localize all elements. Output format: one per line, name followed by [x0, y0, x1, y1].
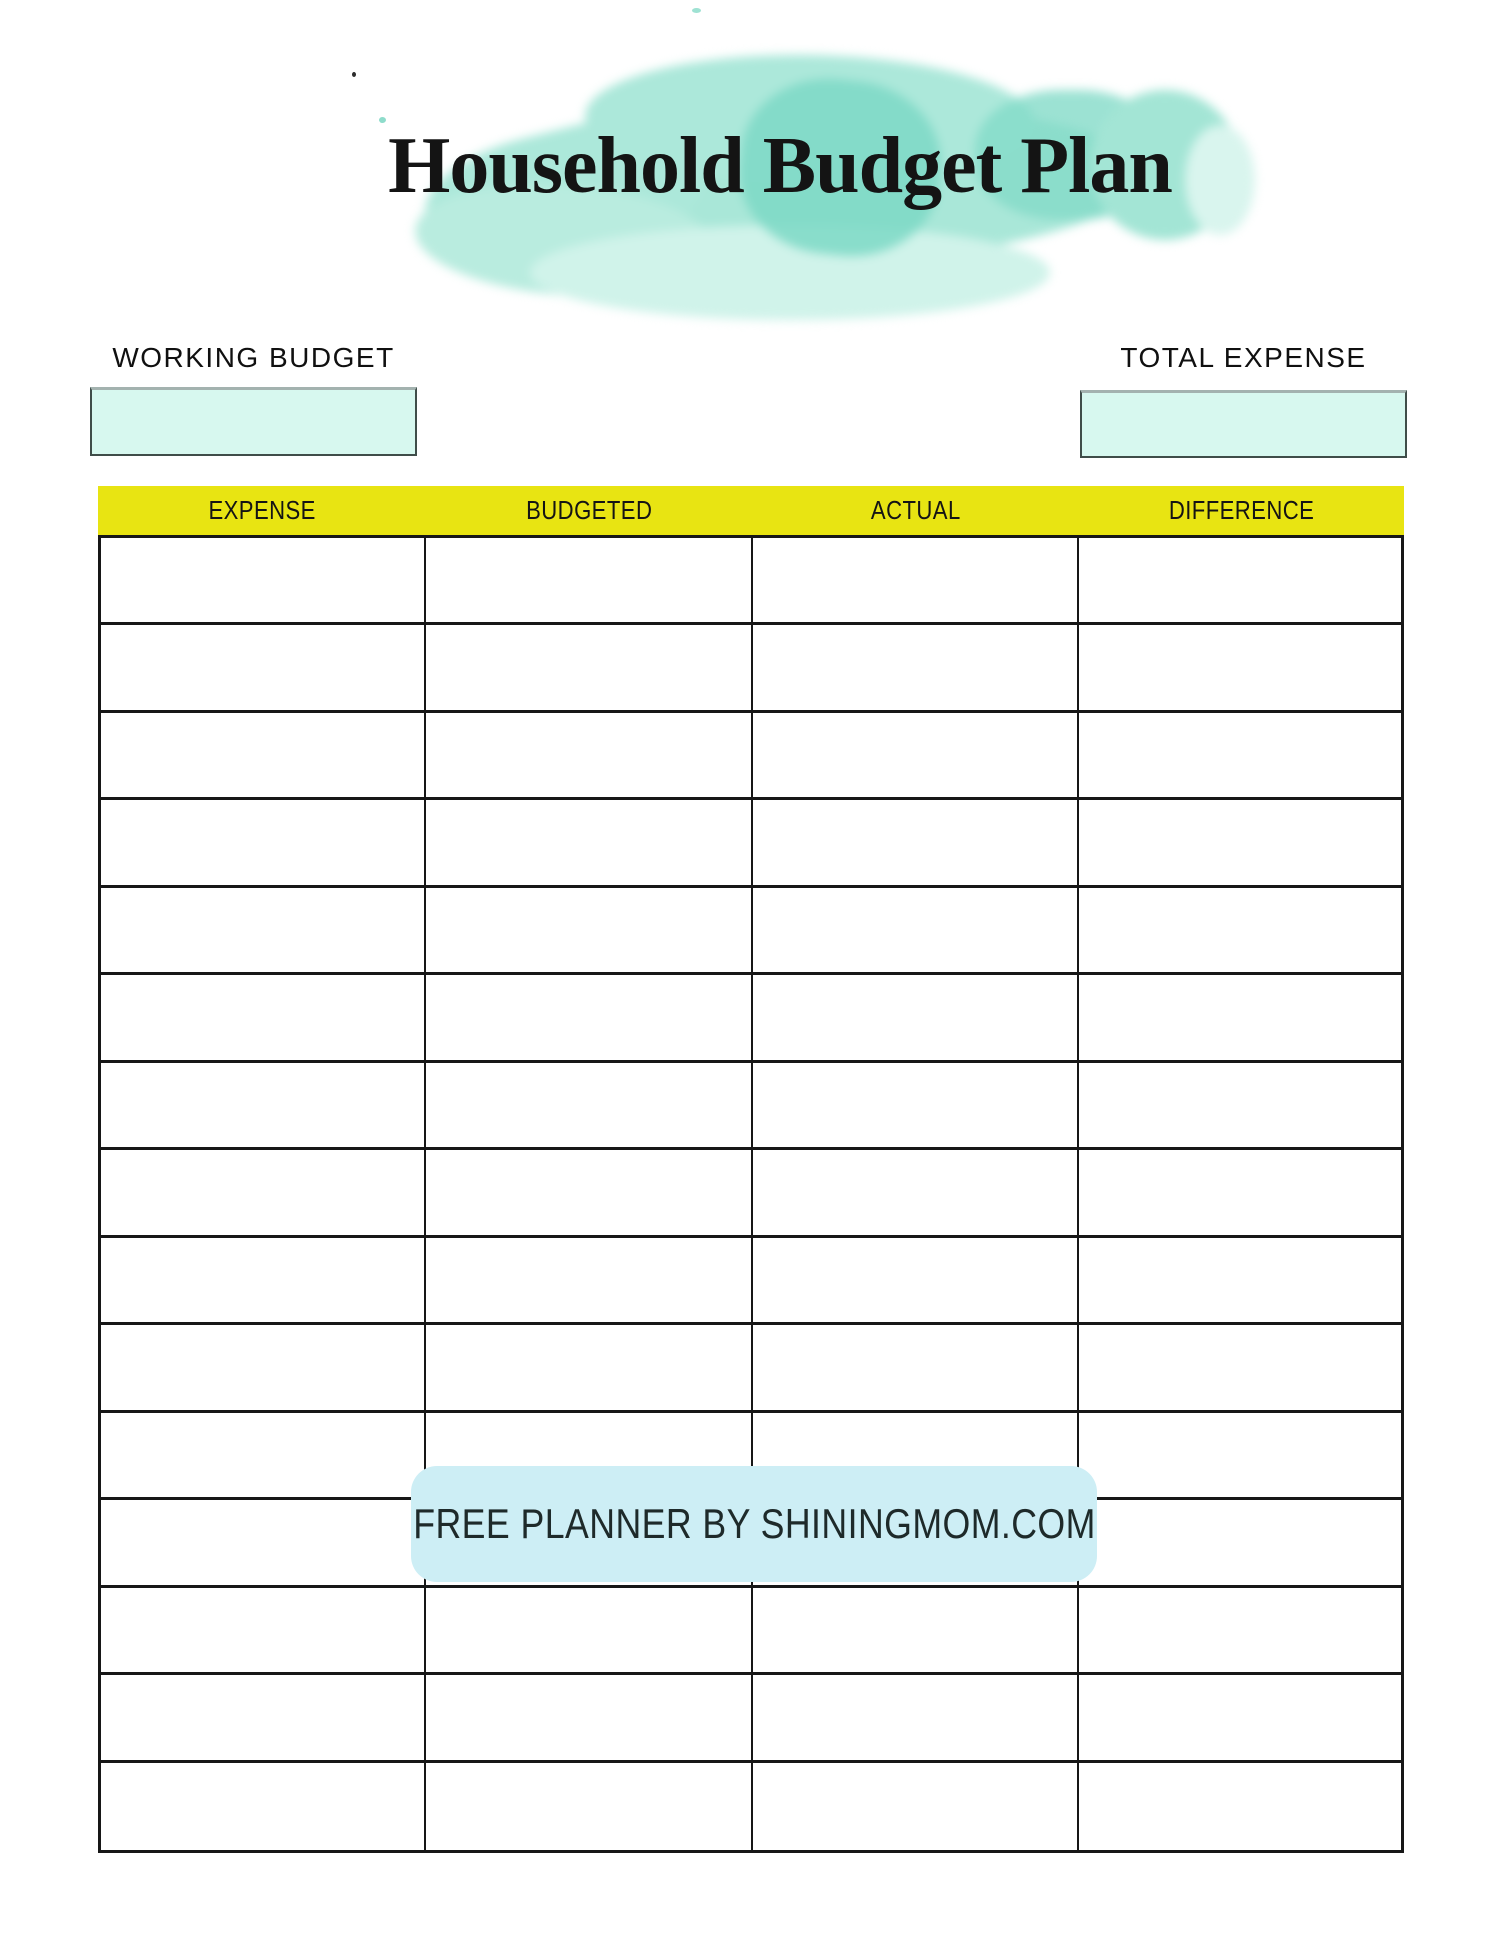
table-cell-r6-c4[interactable]	[1079, 975, 1401, 1062]
table-cell-r10-c4[interactable]	[1079, 1325, 1401, 1412]
table-cell-r10-c3[interactable]	[753, 1325, 1079, 1412]
table-cell-r4-c3[interactable]	[753, 800, 1079, 887]
table-cell-r14-c2[interactable]	[426, 1675, 753, 1762]
column-header-label: DIFFERENCE	[1168, 495, 1315, 525]
table-cell-r13-c1[interactable]	[101, 1588, 426, 1675]
table-cell-r8-c1[interactable]	[101, 1150, 426, 1237]
table-cell-r11-c4[interactable]	[1079, 1413, 1401, 1500]
working-budget-field[interactable]	[90, 387, 417, 456]
working-budget-label: WORKING BUDGET	[112, 342, 395, 373]
table-cell-r14-c1[interactable]	[101, 1675, 426, 1762]
table-cell-r5-c4[interactable]	[1079, 888, 1401, 975]
column-header-difference	[1079, 486, 1404, 535]
table-cell-r6-c2[interactable]	[426, 975, 753, 1062]
table-cell-r2-c4[interactable]	[1079, 625, 1401, 712]
column-header-label: ACTUAL	[871, 495, 961, 525]
table-cell-r15-c2[interactable]	[426, 1763, 753, 1850]
table-cell-r1-c4[interactable]	[1079, 538, 1401, 625]
table-cell-r14-c4[interactable]	[1079, 1675, 1401, 1762]
table-cell-r11-c1[interactable]	[101, 1413, 426, 1500]
table-cell-r2-c1[interactable]	[101, 625, 426, 712]
table-cell-r1-c2[interactable]	[426, 538, 753, 625]
table-cell-r12-c1[interactable]	[101, 1500, 426, 1587]
table-cell-r5-c3[interactable]	[753, 888, 1079, 975]
table-cell-r5-c1[interactable]	[101, 888, 426, 975]
column-header-budgeted	[426, 486, 753, 535]
ink-speck	[352, 72, 356, 77]
budget-table-body	[98, 535, 1404, 1853]
table-cell-r1-c3[interactable]	[753, 538, 1079, 625]
table-cell-r14-c3[interactable]	[753, 1675, 1079, 1762]
table-cell-r5-c2[interactable]	[426, 888, 753, 975]
total-expense-label: TOTAL EXPENSE	[1120, 342, 1367, 373]
table-cell-r10-c2[interactable]	[426, 1325, 753, 1412]
table-cell-r7-c3[interactable]	[753, 1063, 1079, 1150]
table-cell-r7-c4[interactable]	[1079, 1063, 1401, 1150]
table-cell-r4-c2[interactable]	[426, 800, 753, 887]
table-cell-r1-c1[interactable]	[101, 538, 426, 625]
table-cell-r9-c2[interactable]	[426, 1238, 753, 1325]
table-cell-r3-c2[interactable]	[426, 713, 753, 800]
table-cell-r4-c1[interactable]	[101, 800, 426, 887]
table-cell-r9-c4[interactable]	[1079, 1238, 1401, 1325]
column-header-expense	[98, 486, 426, 535]
footer-credit-text: FREE PLANNER BY SHININGMOM.COM	[412, 1500, 1096, 1547]
table-cell-r9-c1[interactable]	[101, 1238, 426, 1325]
table-cell-r7-c1[interactable]	[101, 1063, 426, 1150]
table-cell-r3-c3[interactable]	[753, 713, 1079, 800]
table-cell-r4-c4[interactable]	[1079, 800, 1401, 887]
table-cell-r15-c1[interactable]	[101, 1763, 426, 1850]
table-cell-r8-c4[interactable]	[1079, 1150, 1401, 1237]
table-cell-r10-c1[interactable]	[101, 1325, 426, 1412]
table-cell-r13-c2[interactable]	[426, 1588, 753, 1675]
table-cell-r2-c3[interactable]	[753, 625, 1079, 712]
table-cell-r3-c1[interactable]	[101, 713, 426, 800]
table-header-row	[98, 486, 1404, 535]
column-header-label: BUDGETED	[526, 495, 653, 525]
table-cell-r13-c4[interactable]	[1079, 1588, 1401, 1675]
table-cell-r15-c3[interactable]	[753, 1763, 1079, 1850]
table-cell-r9-c3[interactable]	[753, 1238, 1079, 1325]
table-cell-r6-c1[interactable]	[101, 975, 426, 1062]
table-cell-r13-c3[interactable]	[753, 1588, 1079, 1675]
table-cell-r12-c4[interactable]	[1079, 1500, 1401, 1587]
paint-speck	[692, 8, 701, 13]
column-header-label: EXPENSE	[208, 495, 316, 525]
footer-credit-banner	[411, 1466, 1097, 1582]
column-header-actual	[753, 486, 1079, 535]
paint-speck	[379, 117, 386, 123]
table-cell-r6-c3[interactable]	[753, 975, 1079, 1062]
table-cell-r8-c2[interactable]	[426, 1150, 753, 1237]
page-title: Household Budget Plan	[388, 122, 1172, 210]
table-cell-r2-c2[interactable]	[426, 625, 753, 712]
table-cell-r8-c3[interactable]	[753, 1150, 1079, 1237]
table-cell-r7-c2[interactable]	[426, 1063, 753, 1150]
table-cell-r15-c4[interactable]	[1079, 1763, 1401, 1850]
total-expense-field[interactable]	[1080, 390, 1407, 458]
table-cell-r3-c4[interactable]	[1079, 713, 1401, 800]
